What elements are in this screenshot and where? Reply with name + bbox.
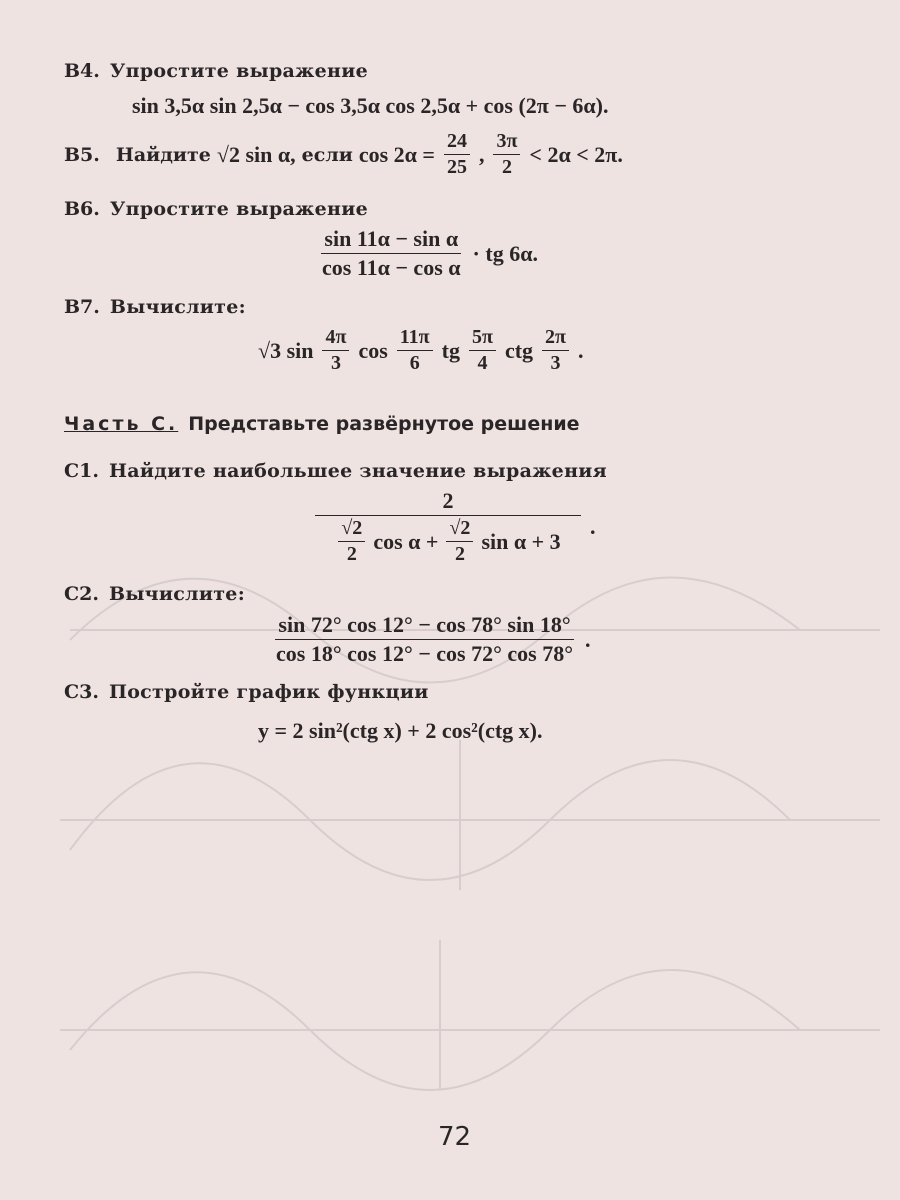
problem-text: Постройте график функции bbox=[108, 681, 429, 703]
problem-label: В5. bbox=[64, 143, 100, 166]
problem-label: С1. bbox=[64, 460, 99, 482]
term: cos α + bbox=[373, 528, 439, 554]
problem-c2 bbox=[64, 583, 245, 605]
problem-label: В4. bbox=[64, 60, 100, 82]
problem-text-2: если bbox=[301, 143, 353, 166]
c2-expression bbox=[270, 612, 591, 667]
term: sin α + 3 bbox=[481, 528, 561, 554]
comma: , bbox=[478, 141, 485, 167]
numerator: 5π bbox=[469, 326, 496, 351]
part-instructions: Представьте развёрнутое решение bbox=[188, 413, 580, 435]
period: . bbox=[590, 514, 596, 539]
numerator: sin 72° cos 12° − cos 78° sin 18° bbox=[275, 612, 573, 640]
tail: · tg 6α. bbox=[472, 240, 538, 266]
problem-label: В7. bbox=[64, 296, 100, 318]
problem-text: Вычислите: bbox=[109, 296, 246, 318]
term: cos bbox=[358, 337, 388, 363]
numerator: sin 11α − sin α bbox=[321, 226, 461, 254]
problem-text: Упростите выражение bbox=[109, 60, 369, 82]
fraction bbox=[338, 517, 365, 566]
denominator: 3 bbox=[550, 352, 561, 374]
problem-label: С3. bbox=[64, 681, 99, 703]
problem-c3 bbox=[64, 681, 429, 703]
denominator bbox=[332, 516, 563, 566]
problem-text: Найдите bbox=[115, 143, 211, 166]
page-number: 72 bbox=[438, 1122, 472, 1152]
problem-b7 bbox=[64, 296, 246, 318]
numerator: 3π bbox=[493, 130, 520, 155]
numerator: 11π bbox=[397, 326, 433, 351]
denominator: 25 bbox=[446, 156, 467, 178]
denominator: cos 18° cos 12° − cos 72° cos 78° bbox=[276, 641, 574, 666]
problem-label: В6. bbox=[64, 198, 100, 220]
b5-expr-a: √2 sin α, bbox=[216, 141, 296, 167]
numerator: 2π bbox=[542, 326, 569, 351]
c3-expression: y = 2 sin²(ctg x) + 2 cos²(ctg x). bbox=[258, 718, 543, 743]
fraction bbox=[446, 517, 473, 566]
denominator: 2 bbox=[454, 543, 465, 565]
part-title: Часть С. bbox=[64, 413, 179, 435]
denominator: cos 11α − cos α bbox=[322, 255, 461, 280]
period: . bbox=[578, 337, 584, 363]
fraction bbox=[542, 326, 569, 375]
b5-expr-b: cos 2α = bbox=[358, 141, 435, 167]
problem-text: Упростите выражение bbox=[109, 198, 369, 220]
period: . bbox=[585, 626, 591, 652]
numerator: 4π bbox=[322, 326, 349, 351]
fraction bbox=[397, 326, 433, 375]
problem-text: Вычислите: bbox=[108, 583, 246, 605]
term: √3 sin bbox=[258, 337, 314, 363]
numerator: √2 bbox=[338, 517, 365, 542]
numerator: √2 bbox=[446, 517, 473, 542]
fraction bbox=[469, 326, 496, 375]
problem-b4 bbox=[64, 60, 368, 82]
denominator: 2 bbox=[501, 156, 512, 178]
numerator: 2 bbox=[315, 488, 581, 516]
denominator: 4 bbox=[477, 352, 488, 374]
b7-expression bbox=[258, 326, 584, 375]
problem-b5 bbox=[64, 130, 623, 179]
problem-b6 bbox=[64, 198, 368, 220]
term: ctg bbox=[504, 337, 534, 363]
denominator: 2 bbox=[346, 543, 357, 565]
denominator: 6 bbox=[409, 352, 420, 374]
problem-text: Найдите наибольшее значение выражения bbox=[108, 460, 608, 482]
fraction bbox=[444, 130, 470, 179]
problem-label: С2. bbox=[64, 583, 99, 605]
fraction bbox=[273, 612, 576, 667]
denominator: 3 bbox=[330, 352, 341, 374]
problem-c1 bbox=[64, 460, 607, 482]
term: tg bbox=[441, 337, 460, 363]
fraction bbox=[493, 130, 520, 179]
c1-expression bbox=[312, 488, 596, 566]
fraction bbox=[315, 488, 581, 566]
b5-expr-c: < 2α < 2π. bbox=[529, 141, 623, 167]
fraction bbox=[319, 226, 464, 281]
fraction bbox=[322, 326, 349, 375]
b6-expression bbox=[316, 226, 538, 281]
b4-expression: sin 3,5α sin 2,5α − cos 3,5α cos 2,5α + cos (2π − 6α). bbox=[132, 93, 609, 118]
part-c-heading bbox=[64, 413, 580, 435]
numerator: 24 bbox=[444, 130, 470, 155]
